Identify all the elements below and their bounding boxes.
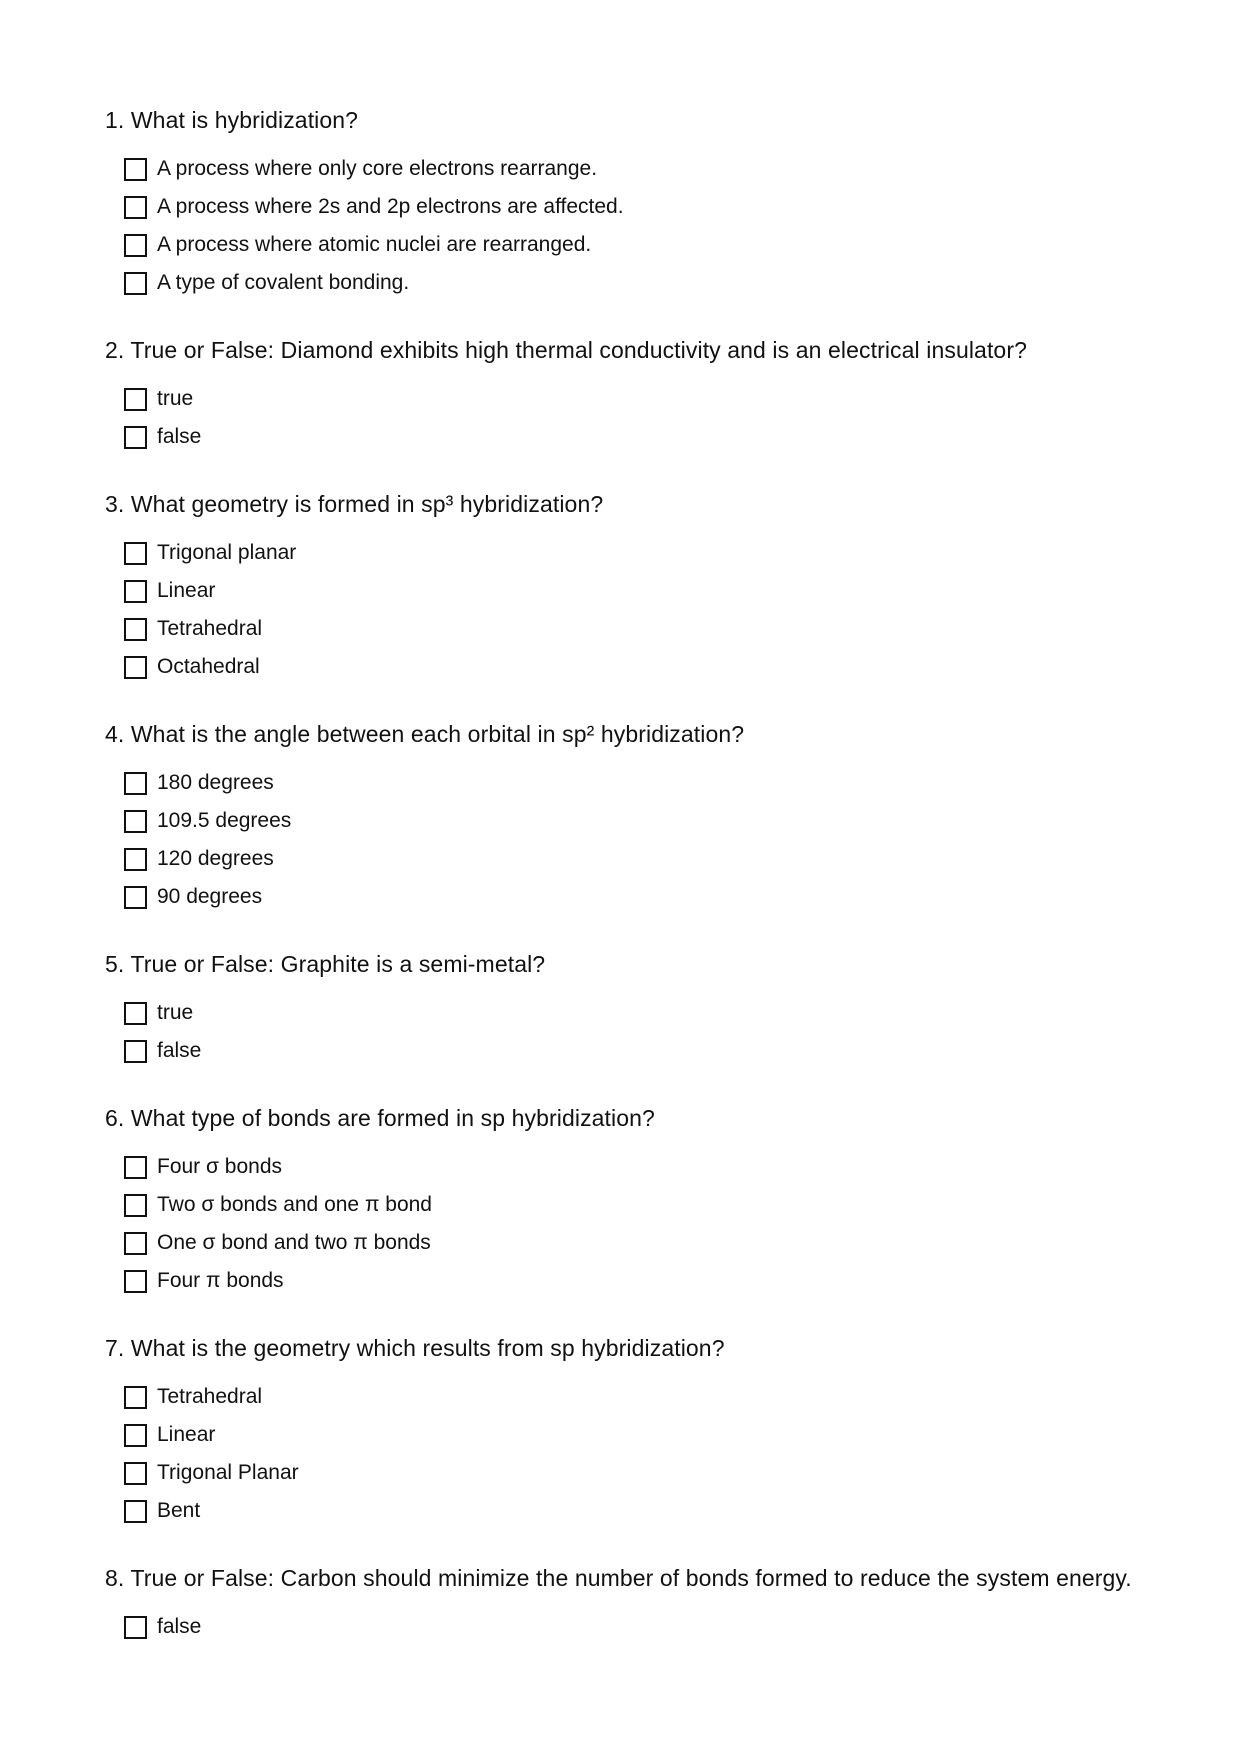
option-label: 90 degrees (157, 885, 263, 908)
question-3 (105, 489, 1185, 678)
question-4 (105, 719, 1185, 908)
option-list (124, 994, 201, 1070)
option-label: false (157, 1615, 202, 1638)
option-item[interactable] (124, 418, 201, 456)
question-title: 4. What is the angle between each orbital in sp² hybridization? (105, 721, 745, 747)
option-item[interactable] (124, 264, 624, 302)
question-title: 1. What is hybridization? (105, 107, 359, 133)
question-title: 2. True or False: Diamond exhibits high thermal conductivity and is an electrical insulator? (105, 337, 1027, 363)
option-label: Four π bonds (157, 1269, 284, 1292)
checkbox[interactable] (124, 1002, 147, 1025)
option-list (124, 534, 296, 686)
option-label: 180 degrees (157, 771, 274, 794)
option-item[interactable] (124, 878, 291, 916)
checkbox[interactable] (124, 1270, 147, 1293)
option-item[interactable] (124, 226, 624, 264)
option-label: Trigonal Planar (157, 1461, 299, 1484)
option-list (124, 1608, 201, 1646)
checkbox[interactable] (124, 1386, 147, 1409)
checkbox[interactable] (124, 272, 147, 295)
option-item[interactable] (124, 188, 624, 226)
option-item[interactable] (124, 1378, 299, 1416)
option-item[interactable] (124, 1492, 299, 1530)
option-label: Tetrahedral (157, 617, 263, 640)
option-label: A process where only core electrons rearrange. (157, 157, 598, 180)
option-item[interactable] (124, 994, 201, 1032)
option-label: false (157, 425, 202, 448)
checkbox[interactable] (124, 618, 147, 641)
option-label: true (157, 387, 194, 410)
question-8 (105, 1563, 1185, 1638)
option-item[interactable] (124, 1608, 201, 1646)
question-title: 6. What type of bonds are formed in sp hybridization? (105, 1105, 655, 1131)
question-title: 8. True or False: Carbon should minimize the number of bonds formed to reduce the system energy. (105, 1565, 1132, 1591)
option-label: A type of covalent bonding. (157, 271, 410, 294)
option-list (124, 1378, 299, 1530)
option-item[interactable] (124, 1454, 299, 1492)
question-7 (105, 1333, 1185, 1522)
checkbox[interactable] (124, 1424, 147, 1447)
option-item[interactable] (124, 572, 296, 610)
option-item[interactable] (124, 380, 201, 418)
checkbox[interactable] (124, 1500, 147, 1523)
question-title: 3. What geometry is formed in sp³ hybridization? (105, 491, 604, 517)
option-label: Linear (157, 579, 216, 602)
question-title: 5. True or False: Graphite is a semi-metal? (105, 951, 546, 977)
option-label: true (157, 1001, 194, 1024)
option-item[interactable] (124, 1148, 432, 1186)
checkbox[interactable] (124, 388, 147, 411)
checkbox[interactable] (124, 158, 147, 181)
option-list (124, 764, 291, 916)
checkbox[interactable] (124, 234, 147, 257)
checkbox[interactable] (124, 1156, 147, 1179)
option-label: A process where atomic nuclei are rearranged. (157, 233, 592, 256)
question-5 (105, 949, 1185, 1062)
option-label: 120 degrees (157, 847, 274, 870)
checkbox[interactable] (124, 542, 147, 565)
option-item[interactable] (124, 534, 296, 572)
option-label: A process where 2s and 2p electrons are affected. (157, 195, 624, 218)
option-list (124, 1148, 432, 1300)
option-label: Four σ bonds (157, 1155, 283, 1178)
checkbox[interactable] (124, 1462, 147, 1485)
option-label: Two σ bonds and one π bond (157, 1193, 432, 1216)
option-list (124, 380, 201, 456)
checkbox[interactable] (124, 772, 147, 795)
option-label: Linear (157, 1423, 216, 1446)
option-item[interactable] (124, 1262, 432, 1300)
option-item[interactable] (124, 1186, 432, 1224)
checkbox[interactable] (124, 1232, 147, 1255)
option-item[interactable] (124, 802, 291, 840)
question-2 (105, 335, 1185, 448)
checkbox[interactable] (124, 1040, 147, 1063)
option-list (124, 150, 624, 302)
question-1 (105, 105, 1185, 294)
checkbox[interactable] (124, 848, 147, 871)
option-item[interactable] (124, 1032, 201, 1070)
option-label: Trigonal planar (157, 541, 297, 564)
option-label: Octahedral (157, 655, 260, 678)
option-item[interactable] (124, 648, 296, 686)
option-label: 109.5 degrees (157, 809, 292, 832)
question-title: 7. What is the geometry which results from sp hybridization? (105, 1335, 725, 1361)
option-item[interactable] (124, 150, 624, 188)
option-item[interactable] (124, 610, 296, 648)
option-item[interactable] (124, 764, 291, 802)
checkbox[interactable] (124, 1194, 147, 1217)
option-item[interactable] (124, 840, 291, 878)
option-item[interactable] (124, 1224, 432, 1262)
checkbox[interactable] (124, 810, 147, 833)
checkbox[interactable] (124, 886, 147, 909)
checkbox[interactable] (124, 196, 147, 219)
option-label: One σ bond and two π bonds (157, 1231, 431, 1254)
option-label: Bent (157, 1499, 201, 1522)
checkbox[interactable] (124, 426, 147, 449)
checkbox[interactable] (124, 580, 147, 603)
checkbox[interactable] (124, 1616, 147, 1639)
checkbox[interactable] (124, 656, 147, 679)
option-label: false (157, 1039, 202, 1062)
option-label: Tetrahedral (157, 1385, 263, 1408)
question-6 (105, 1103, 1185, 1292)
option-item[interactable] (124, 1416, 299, 1454)
